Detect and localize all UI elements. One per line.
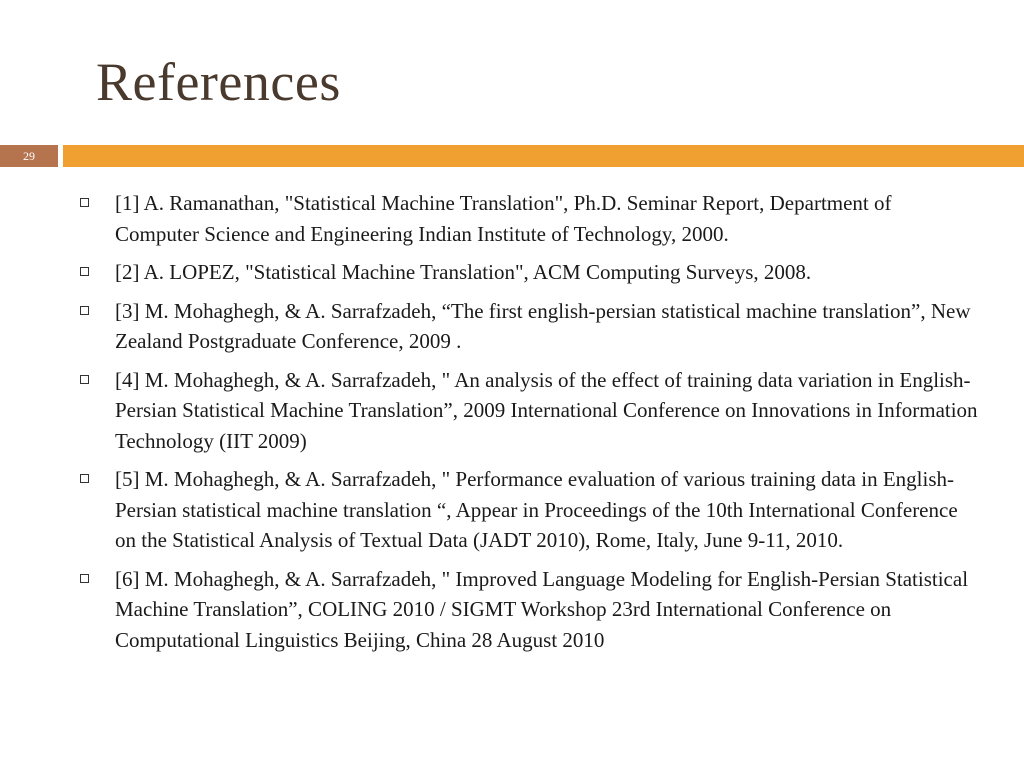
reference-text: [3] M. Mohaghegh, & A. Sarrafzadeh, “The first english-persian statistical machine translation”, New Zealand Postgraduate Conference, 2009 . (115, 298, 971, 353)
reference-text: [2] A. LOPEZ, "Statistical Machine Translation", ACM Computing Surveys, 2008. (115, 260, 812, 284)
reference-item (80, 464, 980, 556)
page-title: References (96, 52, 341, 112)
reference-text: [4] M. Mohaghegh, & A. Sarrafzadeh, " An analysis of the effect of training data variation in English-Persian Statistical Machine Translation”, 2009 International Conference on Innovations in Information Technology (IIT 2009) (115, 367, 978, 453)
reference-item (80, 296, 980, 357)
square-bullet-icon (80, 198, 89, 207)
reference-item (80, 365, 980, 457)
square-bullet-icon (80, 574, 89, 583)
square-bullet-icon (80, 267, 89, 276)
accent-bar (63, 145, 1024, 167)
square-bullet-icon (80, 306, 89, 315)
slide-number: 29 (23, 149, 35, 163)
reference-text: [6] M. Mohaghegh, & A. Sarrafzadeh, " Improved Language Modeling for English-Persian Statistical Machine Translation”, COLING 2010 / SIGMT Workshop 23rd International Conference on Computational Linguistics Beijing, China 28 August 2010 (115, 566, 969, 652)
reference-text: [1] A. Ramanathan, "Statistical Machine Translation", Ph.D. Seminar Report, Department of Computer Science and Engineering Indian Institute of Technology, 2000. (115, 191, 892, 246)
reference-list (80, 188, 980, 663)
reference-item (80, 188, 980, 249)
reference-item (80, 257, 980, 288)
square-bullet-icon (80, 474, 89, 483)
reference-item (80, 564, 980, 656)
square-bullet-icon (80, 375, 89, 384)
reference-text: [5] M. Mohaghegh, & A. Sarrafzadeh, " Performance evaluation of various training data in English-Persian statistical machine translation “, Appear in Proceedings of the 10th International Conference on the Statistical Analysis of Textual Data (JADT 2010), Rome, Italy, June 9-11, 2010. (115, 467, 958, 552)
